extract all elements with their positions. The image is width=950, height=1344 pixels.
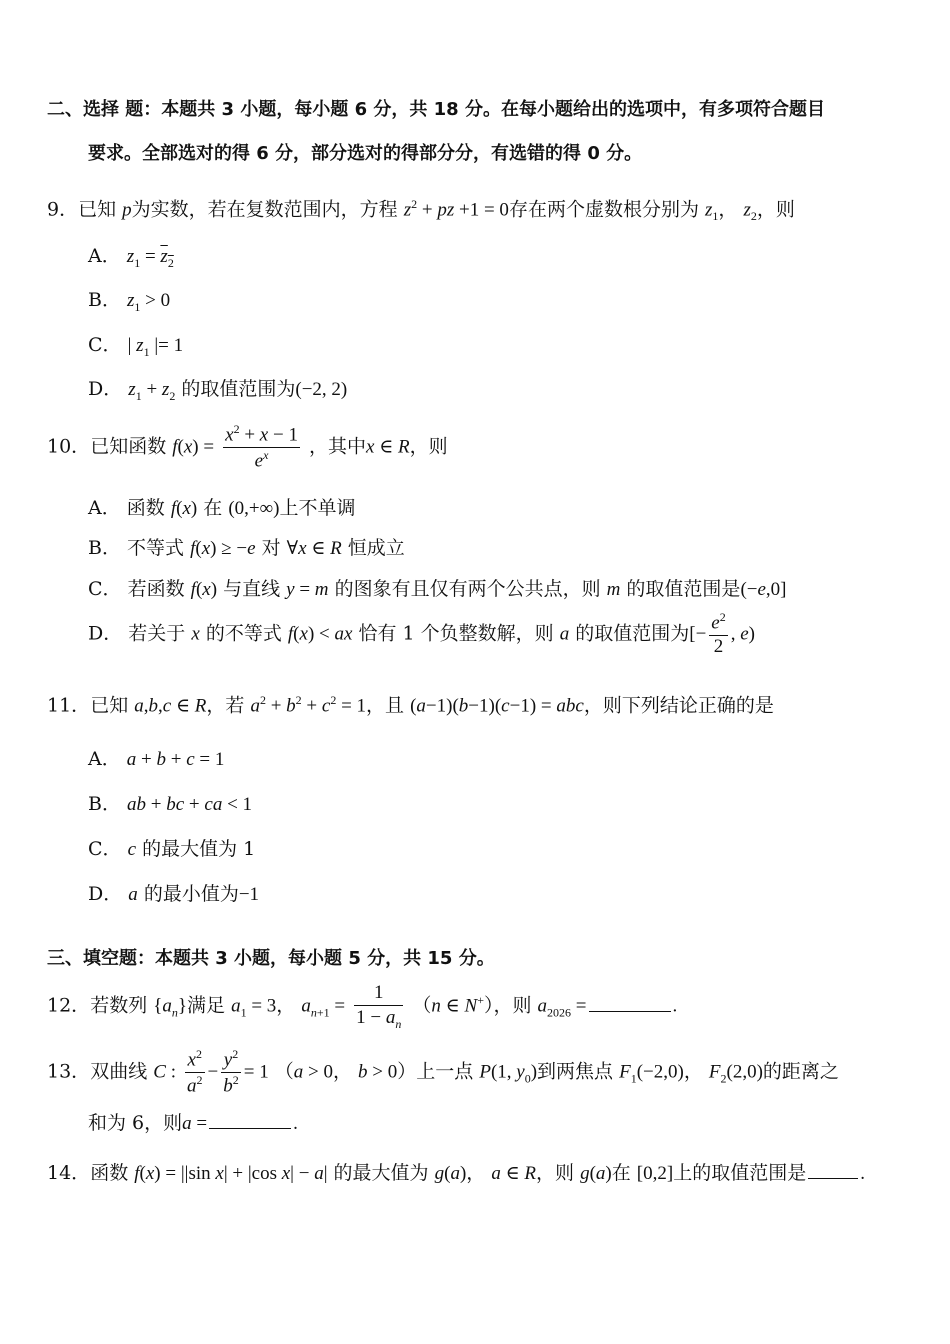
question-number: 9． [47, 198, 79, 221]
question-10-option-a: A． 函数 f(x) 在 (0,+∞)上不单调 [88, 497, 356, 519]
question-number: 11． [47, 694, 91, 717]
fraction: $\frac{e^2}{2}$ [711, 610, 726, 658]
question-14-stem: 14．函数 f(x) = ||sin x| + |cos x| − a| 的最大值为 g(a)， a ∈ R，则 g(a)在 [0,2]上的取值范围是 . [47, 1162, 865, 1184]
question-11-option-a: A． a + b + c = 1 [88, 748, 225, 770]
question-number: 14． [47, 1162, 91, 1184]
question-11-option-c: C． c 的最大值为 1 [88, 838, 256, 860]
answer-blank[interactable] [589, 1010, 671, 1012]
question-9-stem: 9．已知 p为实数，若在复数范围内，方程 $z^2$ + pz +1 = 0存在两个虚数根分别为 $z_1$， $z_2$，则 [47, 197, 795, 224]
question-11-option-d: D． a 的最小值为−1 [88, 883, 260, 905]
section-3-header: 三、填空题：本题共 3 小题，每小题 5 分，共 15 分。 [47, 948, 495, 969]
fraction: $\frac{1}{1 - a_n}$ [356, 982, 402, 1031]
question-13-stem: 13．双曲线 C : $\frac{x^2}{a^2}$ − $\frac{y^2}{b^2}$ = 1 （a > 0， b > 0）上一点 P(1, $y_0$)到两焦点 $F_1(-2,0)$， $F_2(2,0)$的距离之 [47, 1047, 839, 1097]
question-9-option-a: A． $z_1 = z_2$ [88, 245, 174, 270]
question-number: 12． [47, 994, 91, 1017]
answer-blank[interactable] [209, 1127, 291, 1129]
fraction: $\frac{x^2 + x - 1}{e^x}$ [225, 422, 298, 472]
fraction: $\frac{x^2}{a^2}$ [187, 1047, 203, 1097]
question-10-option-d: D． 若关于 x 的不等式 f(x) < ax 恰有 1 个负整数解，则 a 的取值范围为[− $\frac{e^2}{2}$ , e) [88, 610, 755, 658]
question-number: 13． [47, 1060, 91, 1083]
answer-blank[interactable] [808, 1177, 858, 1179]
question-10-option-b: B． 不等式 f(x) ≥ −e 对 ∀x ∈ R 恒成立 [88, 537, 405, 559]
question-13-line-2: 和为 6，则a = . [88, 1112, 298, 1134]
question-12-stem: 12．若数列 $\{a_n\}$满足 $a_1 = 3$， $a_{n+1}$ = $\frac{1}{1 - a_n}$ （n ∈ N+），则 $a_{2026}$ = . [47, 982, 678, 1031]
fraction: $\frac{y^2}{b^2}$ [223, 1047, 239, 1097]
question-10-stem: 10．已知函数 f(x) = $\frac{x^2 + x - 1}{e^x}$ ，其中x ∈ R，则 [47, 422, 448, 472]
question-11-option-b: B． ab + bc + ca < 1 [88, 793, 253, 815]
question-9-option-b: B． $z_1 > 0$ [88, 289, 171, 314]
question-number: 10． [47, 435, 91, 458]
question-9-option-c: C． | $z_1$ |= 1 [88, 334, 184, 359]
question-11-stem: 11．已知 a,b,c ∈ R，若 $a^2 + b^2 + c^2 = 1$，且 (a−1)(b−1)(c−1) = abc，则下列结论正确的是 [47, 693, 774, 717]
section-2-header: 二、选择 题：本题共 3 小题，每小题 6 分，共 18 分。在每小题给出的选项中，有多项符合题目 [47, 99, 825, 120]
section-2-instructions: 要求。全部选对的得 6 分，部分选对的得部分分，有选错的得 0 分。 [88, 143, 643, 164]
question-10-option-c: C． 若函数 f(x) 与直线 y = m 的图象有且仅有两个公共点，则 m 的取值范围是(−e,0] [88, 578, 787, 600]
question-9-option-d: D． $z_1 + z_2$ 的取值范围为(−2, 2) [88, 378, 348, 403]
